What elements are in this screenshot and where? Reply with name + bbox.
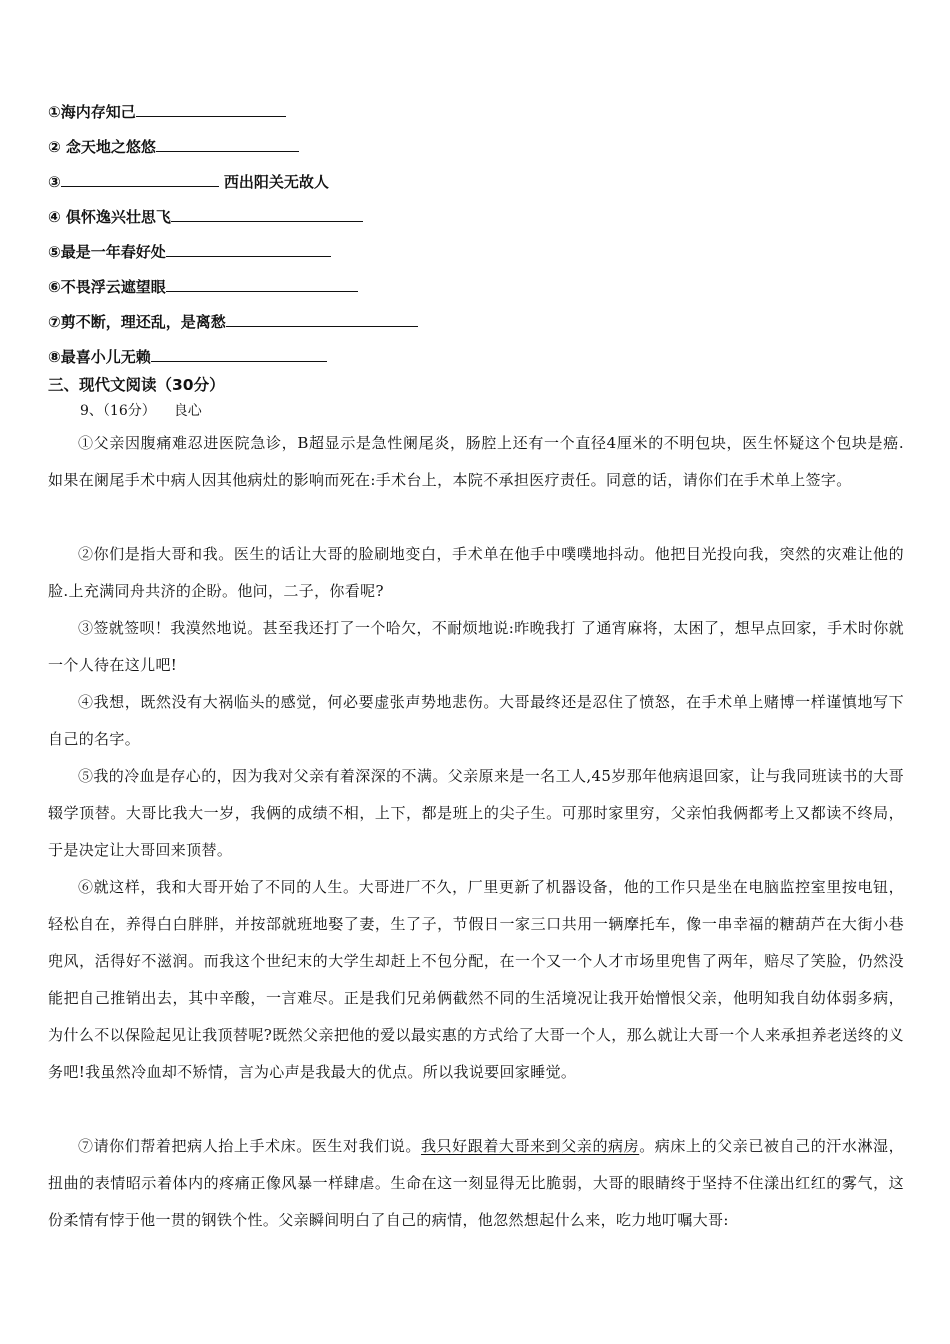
answer-blank[interactable] xyxy=(166,275,358,292)
fill-item-2: ② 念天地之悠悠 xyxy=(48,135,299,158)
paragraph-2: ②你们是指大哥和我。医生的话让大哥的脸刷地变白，手术单在他手中噗噗地抖动。他把目光投向我，突然的灾难让他的脸.上充满同舟共济的企盼。他问，二子，你看呢? xyxy=(48,545,904,600)
question-number: 9、（16分） xyxy=(80,403,156,419)
answer-blank[interactable] xyxy=(151,345,327,362)
fill-item-8: ⑧最喜小儿无赖 xyxy=(48,345,327,368)
paragraph-7: ⑦请你们帮着把病人抬上手术床。医生对我们说。我只好跟着大哥来到父亲的病房。病床上的父亲已被自己的汗水淋湿，扭曲的表情昭示着体内的疼痛正像风暴一样肆虐。生命在这一刻显得无比脆弱，大哥的眼睛终于坚持不住漾出红红的雾气，这份柔情有悖于他一贯的钢铁个性。父亲瞬间明白了自己的病情，他忽然想起什么来，吃力地叮嘱大哥: xyxy=(48,1137,904,1229)
question-header xyxy=(80,400,220,422)
answer-blank[interactable] xyxy=(166,240,331,257)
answer-blank[interactable] xyxy=(226,310,418,327)
paragraph-5: ⑤我的冷血是存心的，因为我对父亲有着深深的不满。父亲原来是一名工人,45岁那年他病退回家，让与我同班读书的大哥辍学顶替。大哥比我大一岁，我俩的成绩不相，上下，都是班上的尖子生。可那时家里穷，父亲怕我俩都考上又都读不终局，于是决定让大哥回来顶替。 xyxy=(48,767,904,859)
paragraph-1: ①父亲因腹痛难忍进医院急诊，B超显示是急性阑尾炎，肠腔上还有一个直径4厘米的不明包块，医生怀疑这个包块是癌. 如果在阑尾手术中病人因其他病灶的影响而死在:手术台上，本院不承担医疗责任。同意的话，请你们在手术单上签字。 xyxy=(48,434,904,489)
paragraph-6: ⑥就这样，我和大哥开始了不同的人生。大哥进厂不久，厂里更新了机器设备，他的工作只是坐在电脑监控室里按电钮，轻松自在，养得白白胖胖，并按部就班地娶了妻，生了子，节假日一家三口共用一辆摩托车，像一串幸福的糖葫芦在大街小巷兜风，活得好不滋润。而我这个世纪末的大学生却赶上不包分配，在一个又一个人才市场里兜售了两年，赔尽了笑脸，仍然没能把自己推销出去，其中辛酸，一言难尽。正是我们兄弟俩截然不同的生活境况让我开始憎恨父亲，他明知我自幼体弱多病，为什么不以保险起见让我顶替呢?既然父亲把他的爱以最实惠的方式给了大哥一个人，那么就让大哥一个人来承担养老送终的义务吧!我虽然冷血却不矫情，言为心声是我最大的优点。所以我说要回家睡觉。 xyxy=(48,878,904,1081)
answer-blank[interactable] xyxy=(156,135,299,152)
underlined-sentence: 我只好跟着大哥来到父亲的病房 xyxy=(420,1137,640,1155)
fill-item-6: ⑥不畏浮云遮望眼 xyxy=(48,275,358,298)
section-title: 三、现代文阅读（30分） xyxy=(48,376,225,394)
fill-item-4: ④ 俱怀逸兴壮思飞 xyxy=(48,205,363,228)
fill-item-5: ⑤最是一年春好处 xyxy=(48,240,331,263)
answer-blank[interactable] xyxy=(136,100,286,117)
answer-blank[interactable] xyxy=(61,170,219,187)
fill-item-7: ⑦剪不断，理还乱，是离愁 xyxy=(48,310,418,333)
paragraph-4: ④我想，既然没有大祸临头的感觉，何必要虚张声势地悲伤。大哥最终还是忍住了愤怒，在手术单上赌博一样谨慎地写下自己的名字。 xyxy=(48,693,904,748)
question-title: 良心 xyxy=(173,403,202,419)
fill-item-3: ③ 西出阳关无故人 xyxy=(48,170,329,193)
answer-blank[interactable] xyxy=(171,205,363,222)
paragraph-3: ③签就签呗！我漠然地说。甚至我还打了一个哈欠，不耐烦地说:昨晚我打 了通宵麻将，太困了，想早点回家，手术时你就一个人待在这儿吧! xyxy=(48,619,904,674)
fill-item-1: ①海内存知己 xyxy=(48,100,286,123)
